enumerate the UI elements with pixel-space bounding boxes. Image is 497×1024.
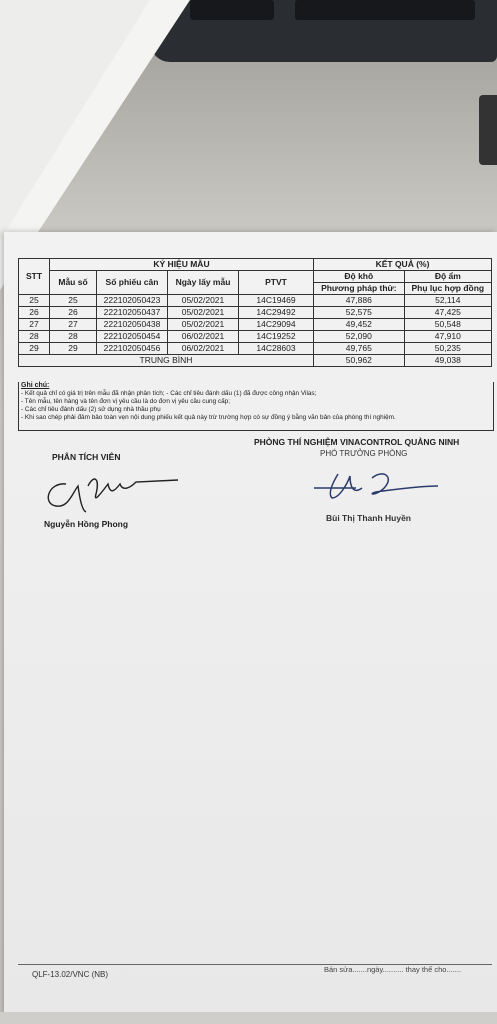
cell-so-phieu: 222102050438 [97, 319, 168, 331]
cell-mau-so: 25 [50, 295, 97, 307]
cell-ngay: 06/02/2021 [168, 331, 239, 343]
cell-do-kho: 52,575 [314, 307, 405, 319]
keyboard-key [295, 0, 475, 20]
cell-do-kho: 52,090 [314, 331, 405, 343]
average-label: TRUNG BÌNH [19, 355, 314, 367]
cell-ptvt: 14C19469 [239, 295, 314, 307]
paper-flap-shadow [0, 0, 150, 240]
cell-so-phieu: 222102050454 [97, 331, 168, 343]
header-ngay-lay-mau: Ngày lấy mẫu [168, 271, 239, 295]
lab-name: PHÒNG THÍ NGHIỆM VINACONTROL QUẢNG NINH [254, 437, 460, 447]
average-do-am: 49,038 [404, 355, 491, 367]
cell-stt: 28 [19, 331, 50, 343]
cell-so-phieu: 222102050456 [97, 343, 168, 355]
cell-do-am: 47,910 [404, 331, 491, 343]
cell-ptvt: 14C29492 [239, 307, 314, 319]
average-row [19, 355, 492, 367]
table-row [19, 343, 492, 355]
cell-do-am: 52,114 [404, 295, 491, 307]
notes-title: Ghi chú: [21, 382, 50, 389]
note-line: - Khi sao chép phải đảm bảo toàn vẹn nội dung phiếu kết quả này trừ trường hợp có sự đồng ý bằng văn bản của phòng thí nghiệm. [21, 414, 396, 421]
table-row [19, 319, 492, 331]
role-deputy-head: PHÓ TRƯỞNG PHÒNG [320, 449, 408, 458]
header-ptvt: PTVT [239, 271, 314, 295]
table-row [19, 331, 492, 343]
cell-ptvt: 14C29094 [239, 319, 314, 331]
table-row [19, 307, 492, 319]
analyst-signature [38, 464, 188, 519]
note-line: - Kết quả chỉ có giá trị trên mẫu đã nhận phân tích; - Các chỉ tiêu đánh dấu (1) đã được công nhận Vilas; [21, 390, 317, 397]
cell-do-kho: 49,452 [314, 319, 405, 331]
cell-do-am: 50,235 [404, 343, 491, 355]
cell-ngay: 05/02/2021 [168, 295, 239, 307]
header-phuong-phap: Phương pháp thử: [314, 283, 405, 295]
cell-ptvt: 14C28603 [239, 343, 314, 355]
document-sheet [4, 232, 497, 1024]
cell-do-am: 47,425 [404, 307, 491, 319]
keyboard-key [190, 0, 274, 20]
header-stt: STT [19, 259, 50, 295]
deputy-signature [310, 464, 450, 509]
keyboard [150, 0, 497, 62]
note-line: - Các chỉ tiêu đánh dấu (2) sử dụng nhà thầu phụ [21, 406, 161, 413]
note-line: - Tên mẫu, tên hàng và tên đơn vị yêu cầu là do đơn vị yêu cầu cung cấp; [21, 398, 230, 405]
cell-do-kho: 49,765 [314, 343, 405, 355]
desk-edge [0, 1012, 497, 1024]
cell-do-am: 50,548 [404, 319, 491, 331]
header-mau-so: Mẫu số [50, 271, 97, 295]
cell-ngay: 05/02/2021 [168, 307, 239, 319]
cell-mau-so: 26 [50, 307, 97, 319]
edition-note: Bản sửa.......ngày.......... thay thế cho....... [324, 965, 462, 974]
header-do-am: Độ ẩm [404, 271, 491, 283]
results-table [18, 258, 492, 367]
table-row [19, 295, 492, 307]
cell-stt: 27 [19, 319, 50, 331]
cell-stt: 25 [19, 295, 50, 307]
deputy-name: Bùi Thị Thanh Huyền [326, 513, 411, 523]
cell-do-kho: 47,886 [314, 295, 405, 307]
header-ky-hieu-mau: KÝ HIỆU MẪU [50, 259, 314, 271]
cell-mau-so: 29 [50, 343, 97, 355]
cell-ngay: 05/02/2021 [168, 319, 239, 331]
header-do-kho: Độ khô [314, 271, 405, 283]
cell-ptvt: 14C19252 [239, 331, 314, 343]
average-do-kho: 50,962 [314, 355, 405, 367]
analyst-name: Nguyễn Hồng Phong [44, 519, 129, 529]
role-analyst: PHÂN TÍCH VIÊN [52, 452, 121, 462]
cell-stt: 26 [19, 307, 50, 319]
header-so-phieu-can: Số phiếu cân [97, 271, 168, 295]
cell-mau-so: 28 [50, 331, 97, 343]
notes-box [18, 382, 494, 431]
cell-ngay: 06/02/2021 [168, 343, 239, 355]
cell-stt: 29 [19, 343, 50, 355]
cell-so-phieu: 222102050423 [97, 295, 168, 307]
cable [479, 95, 497, 165]
cell-mau-so: 27 [50, 319, 97, 331]
cell-so-phieu: 222102050437 [97, 307, 168, 319]
header-phu-luc: Phụ lục hợp đồng [404, 283, 491, 295]
form-code: QLF-13.02/VNC (NB) [32, 970, 109, 979]
header-ket-qua: KẾT QUẢ (%) [314, 259, 492, 271]
